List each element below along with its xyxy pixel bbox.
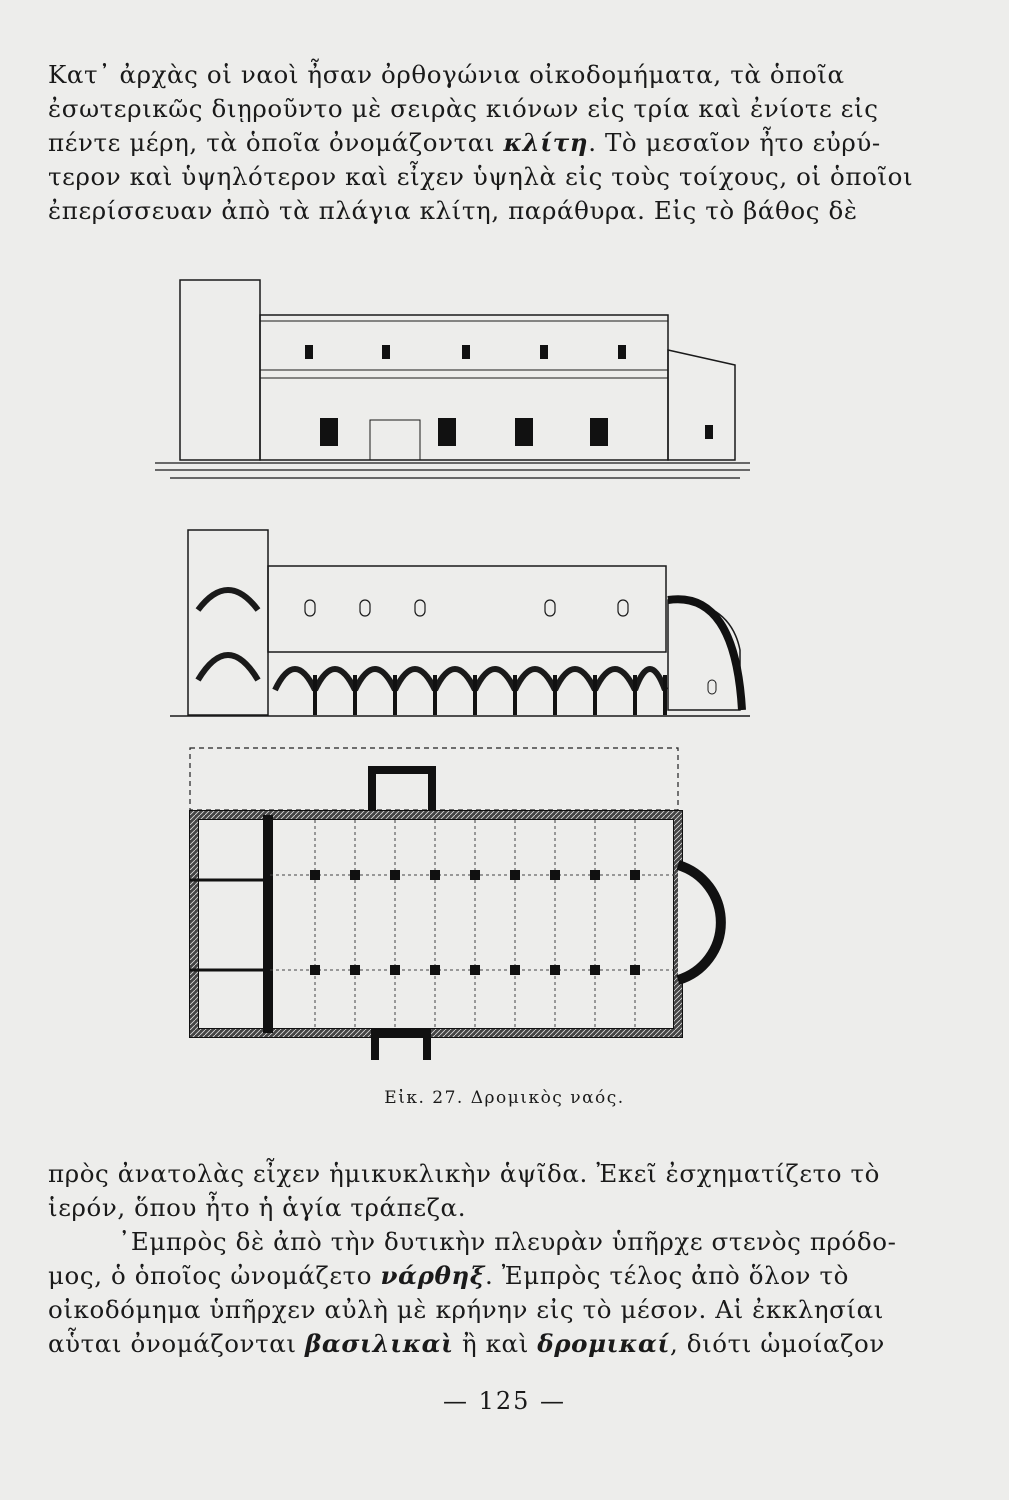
page-number: — 125 — (442, 1387, 567, 1415)
figure-caption: Εἰκ. 27. Δρομικὸς ναός. (384, 1088, 625, 1108)
text-line (48, 1327, 885, 1361)
text-run: πέντε μέρη, τὰ ὁποῖα ὀνομάζονται (48, 128, 504, 157)
plan-drawing (190, 748, 721, 1060)
church-figure (150, 270, 770, 1060)
text-run: μος, ὁ ὁποῖος ὠνομάζετο (48, 1261, 381, 1290)
term-basilikai: βασιλικαὶ (305, 1329, 454, 1358)
text-line (48, 1259, 878, 1293)
text-run: , διότι ὡμοίαζον (669, 1329, 885, 1358)
text-line: οἰκοδόμημα ὑπῆρχεν αὐλὴ μὲ κρήνην εἰς τὸ μέσον. Αἱ ἐκκλησίαι (48, 1295, 885, 1324)
text-line: ἱερόν, ὅπου ἦτο ἡ ἁγία τράπεζα. (48, 1193, 467, 1222)
text-line: ᾽Εμπρὸς δὲ ἀπὸ τὴν δυτικὴν πλευρὰν ὑπῆρχε στενὸς πρόδο- (118, 1227, 897, 1256)
term-dromikai: δρομικαί (537, 1329, 670, 1358)
basilica-drawings (150, 270, 770, 1060)
bottom-paragraph (48, 1157, 897, 1361)
section-drawing (170, 530, 750, 716)
text-run: . Ἐμπρὸς τέλος ἀπὸ ὅλον τὸ (484, 1261, 849, 1290)
text-run: ἢ καὶ (453, 1329, 538, 1358)
text-line: ἐσωτερικῶς διῃροῦντο μὲ σειρὰς κιόνων εἰς τρία καὶ ἐνίοτε εἰς (48, 94, 879, 123)
text-run: αὗται ὀνομάζονται (48, 1329, 306, 1358)
text-line: πρὸς ἀνατολὰς εἶχεν ἡμικυκλικὴν ἁψῖδα. Ἐκεῖ ἐσχηματίζετο τὸ (48, 1159, 881, 1188)
text-run: . Τὸ μεσαῖον ἦτο εὐρύ- (588, 128, 881, 157)
text-line (48, 126, 881, 160)
text-line: ἐπερίσσευαν ἀπὸ τὰ πλάγια κλίτη, παράθυρα. Εἰς τὸ βάθος δὲ (48, 196, 858, 225)
term-klite: κλίτη (503, 128, 589, 157)
text-line: τερον καὶ ὑψηλότερον καὶ εἶχεν ὑψηλὰ εἰς τοὺς τοίχους, οἱ ὁποῖοι (48, 162, 914, 191)
text-line: Κατ᾽ ἀρχὰς οἱ ναοὶ ἦσαν ὀρθογώνια οἰκοδομήματα, τὰ ὁποῖα (48, 60, 845, 89)
term-narthex: νάρθηξ (380, 1261, 485, 1290)
elevation-drawing (155, 280, 750, 478)
top-paragraph (48, 58, 914, 228)
